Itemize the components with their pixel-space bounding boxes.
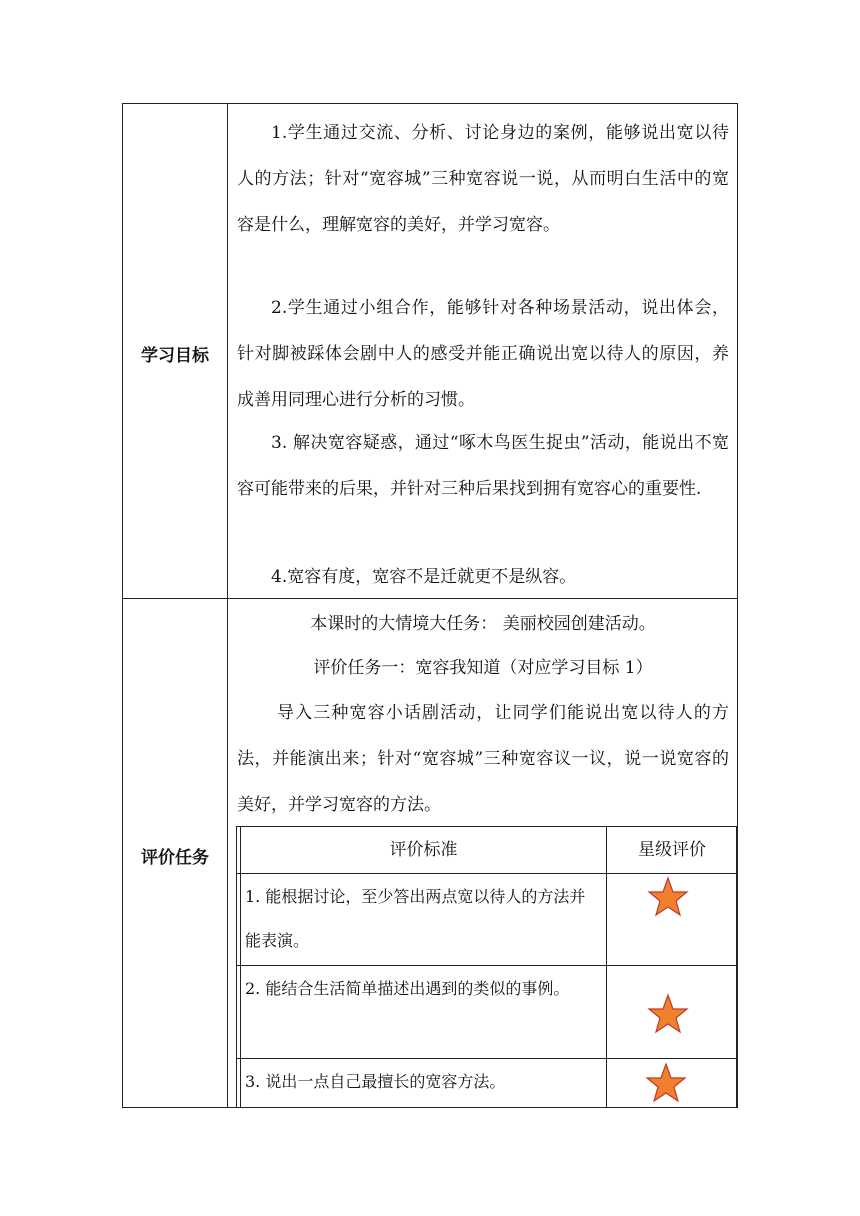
rating-table-hline-2 xyxy=(236,965,737,966)
task-one-heading: 评价任务一：宽容我知道（对应学习目标 1） xyxy=(313,658,653,678)
rating-table-hline-3 xyxy=(236,1058,737,1059)
objectives-label: 学习目标 xyxy=(141,346,209,366)
task-one-intro: 导入三种宽容小话剧活动，让同学们能说出宽以待人的方法，并能演出来；针对“宽容城”三种宽容议一议，说一说宽容的美好，并学习宽容的方法。 xyxy=(237,703,729,815)
big-task: 本课时的大情境大任务： 美丽校园创建活动。 xyxy=(310,614,656,634)
rating-row-3-criterion: 3. 说出一点自己最擅长的宽容方法。 xyxy=(245,1072,506,1091)
objective-2: 2.学生通过小组合作，能够针对各种场景活动，说出体会，针对脚被踩体会剧中人的感受并能正确说出宽以待人的原因，养成善用同理心进行分析的习惯。 xyxy=(237,298,729,410)
rating-row-2-criterion: 2. 能结合生活简单描述出遇到的类似的事例。 xyxy=(245,979,570,998)
objective-1: 1.学生通过交流、分析、讨论身边的案例，能够说出宽以待人的方法；针对“宽容城”三种宽容说一说，从而明白生活中的宽容是什么，理解宽容的美好，并学习宽容。 xyxy=(237,123,729,235)
objective-3: 3. 解决宽容疑惑，通过“啄木鸟医生捉虫”活动，能说出不宽容可能带来的后果，并针对三种后果找到拥有宽容心的重要性. xyxy=(237,433,729,499)
star-icon xyxy=(647,993,689,1035)
rating-row-1-criterion: 1. 能根据讨论，至少答出两点宽以待人的方法并能表演。 xyxy=(245,887,586,950)
rating-header-criterion: 评价标准 xyxy=(389,840,458,860)
rating-table-hline-1 xyxy=(236,873,737,874)
star-icon xyxy=(645,1062,687,1104)
objective-4: 4.宽容有度，宽容不是迁就更不是纵容。 xyxy=(271,567,577,587)
evaluation-label: 评价任务 xyxy=(141,848,209,868)
rating-header-stars: 星级评价 xyxy=(638,840,706,860)
star-icon xyxy=(647,876,689,918)
